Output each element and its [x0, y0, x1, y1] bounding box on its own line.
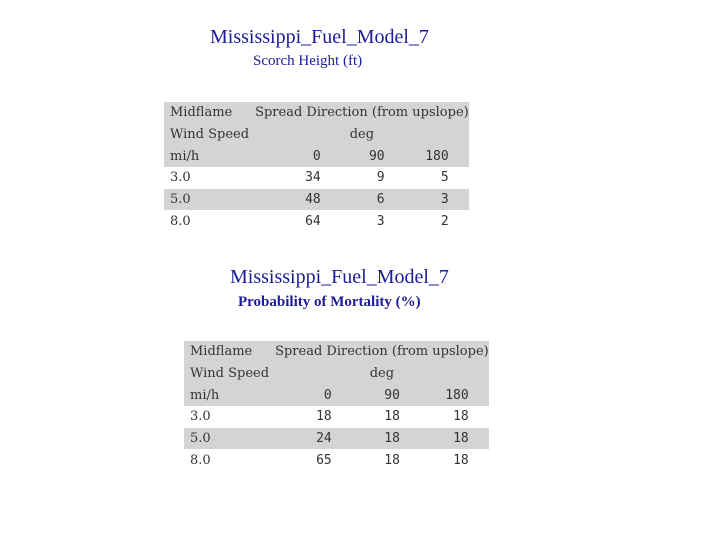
table-cell: 18: [332, 428, 400, 450]
column-unit-header: deg: [249, 124, 469, 146]
table-cell: 18: [332, 449, 400, 471]
row-header-line1: Midflame: [184, 341, 269, 363]
table-cell: 18: [400, 428, 489, 450]
row-header-unit: mi/h: [164, 145, 249, 167]
table-cell: 3: [321, 210, 385, 232]
table-cell: 2: [385, 210, 469, 232]
table-header-row: [164, 145, 469, 167]
table-cell: 48: [249, 189, 321, 211]
table-row: [184, 406, 489, 428]
row-header-unit: mi/h: [184, 384, 269, 406]
table-header-row: [184, 341, 489, 363]
row-label: 8.0: [164, 210, 249, 232]
table-cell: 64: [249, 210, 321, 232]
table-cell: 18: [400, 449, 489, 471]
table-cell: 6: [321, 189, 385, 211]
table1-subtitle: Scorch Height (ft): [253, 53, 363, 69]
table-header-row: [164, 102, 469, 124]
table2-subtitle: Probability of Mortality (%): [238, 294, 421, 310]
table-row: [164, 189, 469, 211]
scorch-height-table: [164, 102, 469, 232]
row-label: 5.0: [184, 428, 269, 450]
table-cell: 18: [269, 406, 332, 428]
table-cell: 3: [385, 189, 469, 211]
table-cell: 9: [321, 167, 385, 189]
table-row: [164, 167, 469, 189]
row-label: 3.0: [184, 406, 269, 428]
row-header-line2: Wind Speed: [184, 363, 269, 385]
table-header-row: [164, 124, 469, 146]
column-group-header: Spread Direction (from upslope): [249, 102, 469, 124]
table1-title: Mississippi_Fuel_Model_7: [210, 26, 429, 48]
row-header-line2: Wind Speed: [164, 124, 249, 146]
table-cell: 24: [269, 428, 332, 450]
table-header-row: [184, 363, 489, 385]
mortality-table: [184, 341, 489, 471]
column-group-header: Spread Direction (from upslope): [269, 341, 489, 363]
column-header: 90: [321, 145, 385, 167]
row-label: 5.0: [164, 189, 249, 211]
table-cell: 18: [332, 406, 400, 428]
column-header: 90: [332, 384, 400, 406]
column-header: 0: [269, 384, 332, 406]
table2-title: Mississippi_Fuel_Model_7: [230, 266, 449, 288]
column-header: 180: [400, 384, 489, 406]
column-header: 180: [385, 145, 469, 167]
table-cell: 65: [269, 449, 332, 471]
table-header-row: [184, 384, 489, 406]
table-row: [184, 428, 489, 450]
row-label: 3.0: [164, 167, 249, 189]
column-unit-header: deg: [269, 363, 489, 385]
table-cell: 5: [385, 167, 469, 189]
row-label: 8.0: [184, 449, 269, 471]
table-row: [184, 449, 489, 471]
table-cell: 18: [400, 406, 489, 428]
table-row: [164, 210, 469, 232]
table-cell: 34: [249, 167, 321, 189]
row-header-line1: Midflame: [164, 102, 249, 124]
column-header: 0: [249, 145, 321, 167]
